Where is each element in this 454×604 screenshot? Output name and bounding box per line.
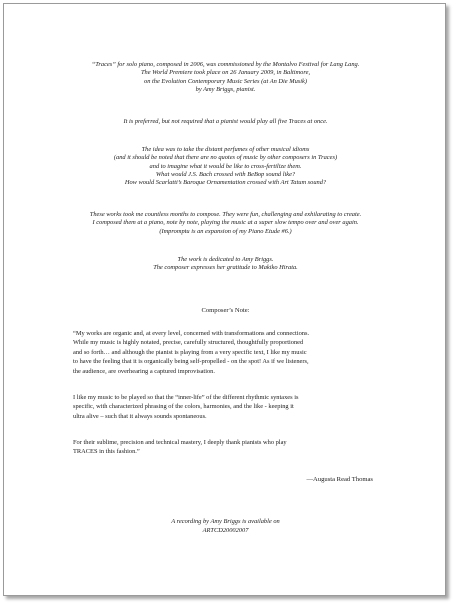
idea-paragraph <box>4 146 447 187</box>
note-paragraph-2 <box>73 393 379 421</box>
composition-paragraph <box>4 211 447 236</box>
dedication-line: The composer expresses her gratitude to Makiko Hirata. <box>153 264 298 272</box>
note-line: specific, with characterized phrasing of the colors, harmonies, and the like - keeping it <box>73 403 294 411</box>
note-line: to have the feeling that it is organically being self-propelled - on the spot! As if we listeners, <box>73 358 309 366</box>
intro-line: The World Premiere took place on 26 January 2009, in Baltimore, <box>140 69 311 77</box>
note-line: and so forth… and although the pianist is playing from a very specific text, I like my music <box>73 348 307 356</box>
recording-catalog: ARTCD20002007 <box>202 526 249 534</box>
note-line: I like my music to be played so that the “inner-life” of the different rhythmic syntaxes is <box>73 394 299 401</box>
document-page <box>3 3 446 596</box>
recording-info <box>4 518 447 535</box>
signature: —Augusta Read Thomas <box>306 476 373 483</box>
preferred-note <box>4 118 447 126</box>
composers-note-heading: Composer’s Note: <box>201 307 250 314</box>
note-line: While my music is highly notated, precise, carefully structured, thoughtfully proportioned <box>73 339 304 347</box>
intro-line: by Amy Briggs, pianist. <box>195 85 256 93</box>
composition-line: I composed them at a piano, note by note, playing the music at a super slow tempo over and over again. <box>92 219 359 227</box>
idea-line: How would Scarlatti’s Baroque Ornamentation crossed with Art Tatum sound? <box>124 179 327 187</box>
note-paragraph-3 <box>73 438 379 457</box>
intro-line: on the Evolution Contemporary Music Series (at An Die Musik) <box>144 77 307 85</box>
dedication-line: The work is dedicated to Amy Briggs. <box>177 256 274 263</box>
idea-line: (and it should be noted that there are no quotes of music by other composers in Traces) <box>113 154 338 162</box>
note-line: ultra alive – such that it always sounds spontaneous. <box>73 412 207 420</box>
note-paragraph-1 <box>73 329 379 376</box>
note-line: For their sublime, precision and technical mastery, I deeply thank pianists who play <box>73 439 287 446</box>
recording-line: A recording by Amy Briggs is available on <box>171 518 280 525</box>
idea-line: The idea was to take the distant perfumes of other musical idioms <box>141 146 310 153</box>
note-line: TRACES in this fashion.” <box>73 448 140 456</box>
note-line: the audience, are overhearing a captured improvisation. <box>73 367 215 375</box>
preferred-line: It is preferred, but not required that a pianist would play all five Traces at once. <box>123 118 328 125</box>
composition-line: (Impromptu is an expansion of my Piano Etude #6.) <box>159 227 292 235</box>
premiere-info <box>4 61 447 94</box>
idea-line: and to imagine what it would be like to cross-fertilize them. <box>149 162 302 170</box>
composition-line: These works took me countless months to compose. They were fun, challenging and exhilarating to create. <box>89 211 362 218</box>
dedication <box>4 256 447 273</box>
intro-line: “Traces” for solo piano, composed in 2006, was commissioned by the Montalvo Festival for Lang Lang. <box>91 61 360 68</box>
note-line: “My works are organic and, at every level, concerned with transformations and connections. <box>73 330 310 337</box>
idea-line: What would J.S. Bach crossed with BeBop sound like? <box>155 170 296 178</box>
